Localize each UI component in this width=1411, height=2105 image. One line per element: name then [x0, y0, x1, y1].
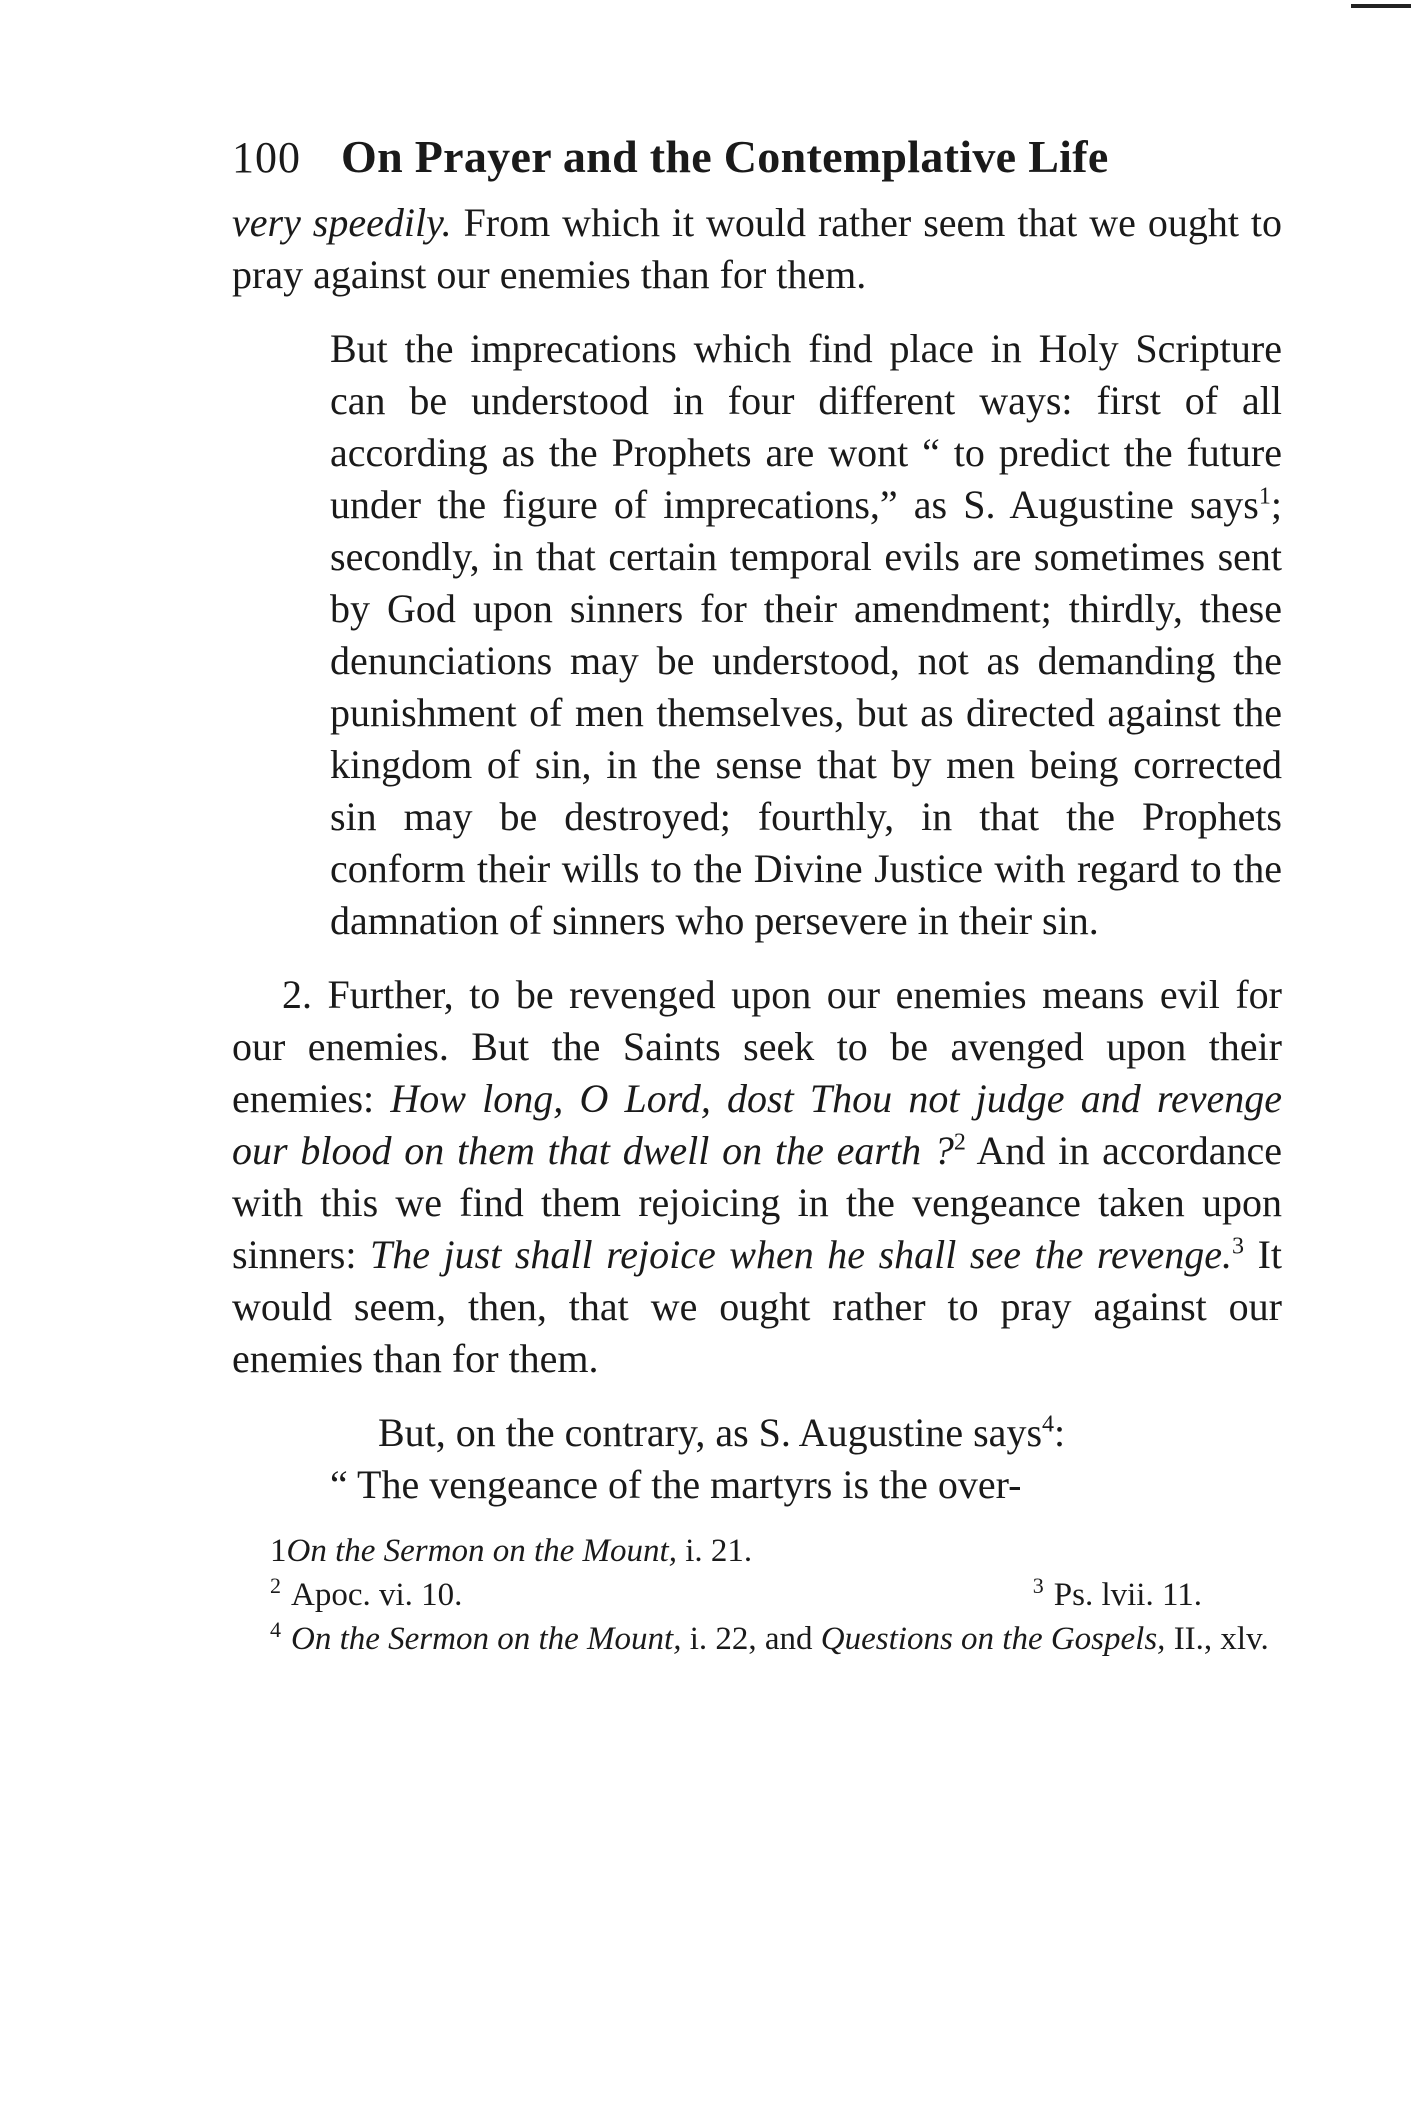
footnote-marker: 1: [270, 1533, 287, 1569]
footnotes: [232, 1529, 1282, 1661]
footnote-4: [232, 1617, 1282, 1661]
footnote-title: On the Sermon on the Mount,: [291, 1621, 682, 1657]
scripture-quote: How long, O Lord, dost Thou not judge and revenge our blood on them that dwell on the earth ?: [232, 1076, 1283, 1173]
book-page: [232, 130, 1282, 1661]
footnote-ref: 3: [1232, 1233, 1245, 1260]
footnote-ref: 4: [1042, 1411, 1055, 1438]
paragraph-text: ; secondly, in that certain temporal evils are sometimes sent by God upon sinners for their amendment; thirdly, these denunciations may be understood, not as demanding the punishment of men themselves, but as directed against the kingdom of sin, in the sense that by men being corrected sin may be destroyed; fourthly, in that the Prophets conform their wills to the Divine Justice with regard to the damnation of sinners who persevere in their sin.: [330, 482, 1282, 943]
footnote-text: II., xlv.: [1165, 1621, 1269, 1657]
paragraph-reply-imprecations: [330, 323, 1282, 947]
paragraph-text: :: [1054, 1410, 1066, 1455]
paragraph-text: But the imprecations which find place in Holy Scripture can be understood in four different ways: first of all according as the Prophets are wont “ to predict the future under the figure of imprecations,” as S. Augustine says: [330, 326, 1282, 527]
paragraph-on-the-contrary: [232, 1407, 1282, 1459]
paragraph-text: It would seem, then, that we ought rather to pray against our enemies than for them.: [232, 1232, 1283, 1381]
footnote-marker: 3: [1032, 1573, 1044, 1598]
paragraph-text: From which it would rather seem that we ought to pray against our enemies than for them.: [232, 200, 1282, 297]
footnote-1: [232, 1529, 1282, 1573]
paragraph-quote-line: [330, 1459, 1282, 1511]
footnote-ref: 2: [953, 1129, 966, 1156]
footnote-text: Apoc. vi. 10.: [291, 1577, 463, 1613]
footnote-ref: 1: [1258, 483, 1271, 510]
footnote-row: [232, 1573, 1282, 1617]
footnote-text: Ps. lvii. 11.: [1053, 1577, 1202, 1613]
footnote-3: [1033, 1573, 1202, 1617]
footnote-text: i. 22, and: [681, 1621, 821, 1657]
footnote-marker: 4: [270, 1617, 281, 1642]
paragraph-text: 2. Further, to be revenged upon our enemies means evil for our enemies. But the Saints seek to be avenged upon their enemies:: [232, 972, 1282, 1121]
running-title: On Prayer and the Contemplative Life: [341, 131, 1109, 182]
footnote-marker: 2: [270, 1573, 281, 1598]
footnote-4-lead: [232, 1617, 291, 1657]
footnote-title: Questions on the Gospels,: [820, 1621, 1166, 1657]
page-number: 100: [232, 133, 301, 182]
scan-artifact: [1351, 4, 1411, 8]
italic-phrase: very speedily.: [232, 200, 452, 245]
footnote-2: [270, 1573, 462, 1617]
paragraph-continuation: [232, 197, 1282, 301]
page-header: [232, 130, 1282, 183]
paragraph-text: But, on the contrary, as S. Augustine says: [378, 1410, 1043, 1455]
paragraph-objection-2: [232, 969, 1282, 1385]
footnote-title: On the Sermon on the Mount,: [286, 1533, 677, 1569]
footnote-text: i. 21.: [676, 1533, 753, 1569]
scripture-quote: The just shall rejoice when he shall see the revenge.: [369, 1232, 1233, 1277]
paragraph-text: And in accordance with this we find them rejoicing in the vengeance taken upon sinners:: [232, 1128, 1282, 1277]
paragraph-text: “ The vengeance of the martyrs is the over-: [330, 1462, 1022, 1507]
